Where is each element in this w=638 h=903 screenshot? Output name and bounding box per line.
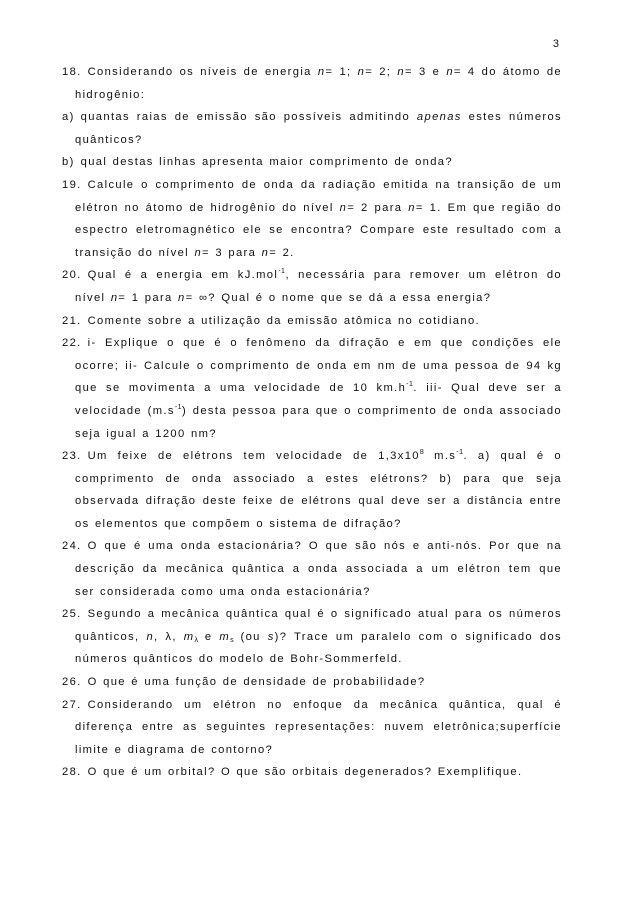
question-number: 18. xyxy=(62,66,82,78)
question-26: 26. O que é uma função de densidade de probabilidade? xyxy=(62,676,426,689)
question-number: 25. xyxy=(62,608,82,621)
question-number: 21. xyxy=(62,314,82,327)
question-number: 20. xyxy=(62,269,82,282)
question-21: 21. Comente sobre a utilização da emissão atômica no cotidiano. xyxy=(62,314,480,327)
question-27: 27. Considerando um elétron no enfoque da mecânica quântica, qual é diferença entre as seguintes representações: nuvem eletrônica;superfície limite e diagrama de contorno? xyxy=(62,698,562,756)
question-20: 20. Qual é a energia em kJ.mol$^{-1}$, necessária para remover um elétron do nível n= 1 para n= ∞? Qual é o nome que se dá a essa energia? xyxy=(62,268,563,304)
question-28: 28. O que é um orbital? O que são orbitais degenerados? Exemplifique. xyxy=(62,766,523,779)
question-18b: b) qual destas linhas apresenta maior comprimento de onda? xyxy=(62,156,453,169)
question-number: 22. xyxy=(62,337,82,350)
question-number: 23. xyxy=(62,450,82,463)
question-number: 24. xyxy=(62,540,82,553)
question-number: a) xyxy=(62,111,75,124)
question-number: 19. xyxy=(62,178,82,191)
question-number: 28. xyxy=(62,766,82,779)
question-23: 23. Um feixe de elétrons tem velocidade de $1,3x10^8$ $m.s^{-1}$. a) qual é o comprimento de onda associado a estes elétrons? b) para que seja observada difração deste feixe de elétrons qual deve ser a distância entre os elementos que compõem o sistema de difração? xyxy=(62,449,562,530)
page-number: 3 xyxy=(552,38,560,50)
question-19: 19. Calcule o comprimento de onda da radiação emitida na transição de um elétron no átomo de hidrogênio do nível n= 2 para n= 1. Em que região do espectro eletromagnético ele se encontra? Compare este resultado com a transição do nível n= 3 para n= 2. xyxy=(62,178,562,259)
question-25: 25. Segundo a mecânica quântica qual é o significado atual para os números quânticos, n, λ, $m_\lambda$ e $m_s$ (ou s)? Trace um paralelo com o significado dos números quânticos do modelo de Bohr-Sommerfeld. xyxy=(62,608,562,666)
question-list xyxy=(62,61,562,784)
question-18a: a) quantas raias de emissão são possíveis admitindo apenas estes números quânticos? xyxy=(62,111,562,146)
question-18: 18. Considerando os níveis de energia n= 1; n= 2; n= 3 e n= 4 do átomo de hidrogênio: xyxy=(62,66,563,101)
question-22: 22. i- Explique o que é o fenômeno da difração e em que condições ele ocorre; ii- Calcule o comprimento de onda em nm de uma pessoa de 94 kg que se movimenta a uma velocidade de 10 $km.h^{-1}$. iii- Qual deve ser a velocidade $(m.s^{-1})$ desta pessoa para que o comprimento de onda associado seja igual a 1200 nm? xyxy=(62,337,562,440)
question-number: 27. xyxy=(62,698,82,711)
question-number: b) xyxy=(62,156,75,169)
question-24: 24. O que é uma onda estacionária? O que são nós e anti-nós. Por que na descrição da mecânica quântica a onda associada a um elétron tem que ser considerada como uma onda estacionária? xyxy=(62,540,562,598)
question-number: 26. xyxy=(62,676,82,689)
